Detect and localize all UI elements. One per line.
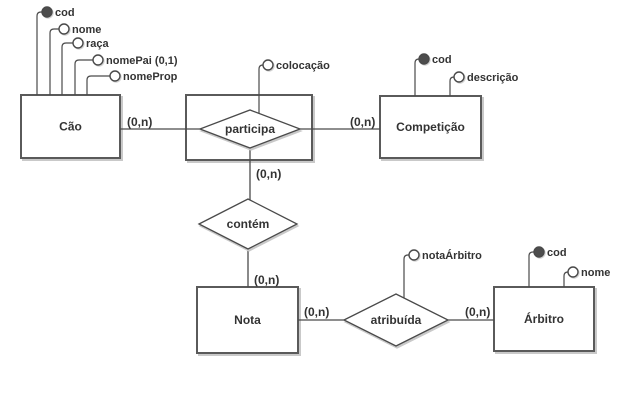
attribute-cao-raca-circle [73, 38, 83, 48]
attribute-cao-nomeprop-label: nomeProp [123, 71, 178, 83]
attribute-cao-nome-circle [59, 24, 69, 34]
attribute-competicao-cod-label: cod [432, 54, 452, 66]
attribute-cao-cod-label: cod [55, 7, 75, 19]
attribute-atribuida-notaarbitro-stem [404, 255, 409, 298]
entity-nota-label: Nota [234, 313, 261, 327]
attribute-cao-raca-stem [62, 43, 73, 95]
attribute-competicao-cod-key-circle [419, 54, 429, 64]
attribute-competicao-descricao-label: descrição [467, 72, 519, 84]
attribute-competicao-descricao-circle [454, 72, 464, 82]
entity-arbitro-label: Árbitro [524, 312, 564, 326]
attribute-cao-nomepai-circle [93, 55, 103, 65]
relationship-atribuida-label: atribuída [370, 313, 422, 327]
attribute-arbitro-nome-circle [568, 267, 578, 277]
attribute-competicao-descricao-stem [450, 77, 454, 96]
cardinality-atribuida-arbitro-label: (0,n) [465, 305, 491, 319]
attribute-competicao-cod-stem [415, 59, 419, 96]
attribute-cao-cod-key-circle [42, 7, 52, 17]
attribute-cao-nomepai-stem [75, 60, 93, 95]
attribute-atribuida-notaarbitro-circle [409, 250, 419, 260]
cardinality-contem-nota-label: (0,n) [254, 273, 280, 287]
attribute-arbitro-cod-key-circle [534, 247, 544, 257]
attribute-participa-colocacao-circle [263, 60, 273, 70]
relationship-contem-label: contém [226, 217, 270, 231]
cardinality-participa-contem-label: (0,n) [256, 167, 282, 181]
entity-cao-label: Cão [59, 119, 82, 134]
attribute-atribuida-notaarbitro-label: notaÁrbitro [422, 250, 482, 262]
relationship-participa-label: participa [224, 122, 276, 136]
entity-competicao-label: Competição [396, 120, 465, 134]
cardinality-cao-participa-label: (0,n) [127, 115, 153, 129]
attribute-cao-raca-label: raça [86, 38, 109, 50]
attribute-arbitro-nome-label: nome [581, 267, 611, 279]
cardinality-nota-atribuida-label: (0,n) [304, 305, 330, 319]
attribute-cao-nomepai-label: nomePai (0,1) [106, 55, 178, 67]
attribute-cao-nome-stem [50, 29, 59, 95]
attribute-cao-nomeprop-stem [87, 76, 110, 95]
attribute-cao-nome-label: nome [72, 24, 102, 36]
attribute-arbitro-cod-stem [529, 252, 534, 287]
attribute-cao-cod-stem [37, 12, 42, 95]
cardinality-participa-competicao-label: (0,n) [350, 115, 376, 129]
attribute-participa-colocacao-label: colocação [276, 60, 330, 72]
attribute-arbitro-nome-stem [564, 272, 568, 287]
attribute-cao-nomeprop-circle [110, 71, 120, 81]
attribute-arbitro-cod-label: cod [547, 247, 567, 259]
